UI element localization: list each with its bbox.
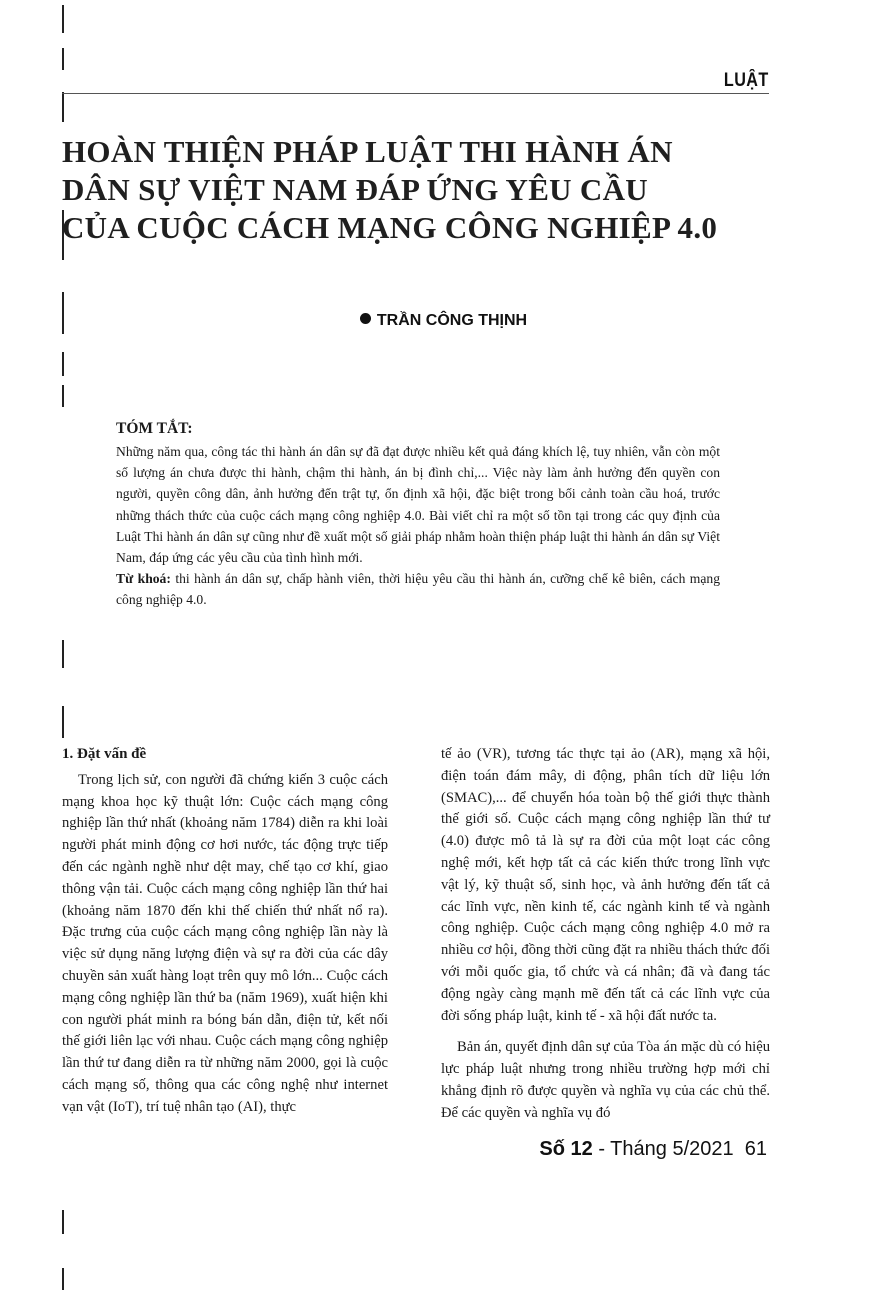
paragraph: Bản án, quyết định dân sự của Tòa án mặc dù có hiệu lực pháp luật nhưng trong nhiều trường hợp mới chỉ khẳng định rõ được quyền và nghĩa vụ của các chủ thể. Để các quyền và nghĩa vụ đó xyxy=(441,1039,770,1121)
issue-number: Số 12 xyxy=(539,1138,593,1160)
left-column xyxy=(62,744,388,1119)
gutter-mark xyxy=(62,706,64,738)
page-number: 61 xyxy=(744,1138,767,1160)
keywords-label: Từ khoá: xyxy=(116,571,171,587)
author-name: TRẦN CÔNG THỊNH xyxy=(376,312,528,329)
gutter-mark xyxy=(62,92,64,122)
title-line: HOÀN THIỆN PHÁP LUẬT THI HÀNH ÁN xyxy=(62,134,673,169)
paragraph: tế ảo (VR), tương tác thực tại ảo (AR), mạng xã hội, điện toán đám mây, di động, phân tích dữ liệu lớn (SMAC),... để chuyển hóa toàn bộ thế giới thực thành thế giới số. Cuộc cách mạng công nghiệp lần thứ tư (4.0) được mô tả là sự ra đời của một loạt các công nghệ mới, kết hợp tất cả các kiến thức trong lĩnh vực vật lý, kỹ thuật số, sinh học, và ảnh hưởng đến tất cả các lĩnh vực, nền kinh tế, các ngành kinh tế và ngành công nghiệp. Cuộc cách mạng công nghiệp 4.0 mở ra nhiều cơ hội, đồng thời cũng đặt ra nhiều thách thức đối với mỗi quốc gia, tổ chức và cá nhân; đã và đang tác động ngày càng mạnh mẽ đến tất cả các lĩnh vực của đời sống pháp luật, kinh tế - xã hội đất nước ta. xyxy=(441,746,770,1024)
paragraph: Trong lịch sử, con người đã chứng kiến 3 cuộc cách mạng khoa học kỹ thuật lớn: Cuộc cách mạng công nghiệp lần thứ nhất (khoảng năm 1784) diễn ra khi loài người phát minh động cơ hơi nước, tác động trực tiếp đến các ngành nghề như dệt may, chế tạo cơ khí, giao thông vận tải. Cuộc cách mạng công nghiệp lần thứ hai (khoảng năm 1870 đến khi thế chiến thứ nhất nổ ra). Đặc trưng của cuộc cách mạng công nghiệp lần này là việc sử dụng năng lượng điện và sự ra đời của các dây chuyền sản xuất hàng loạt trên quy mô lớn... Cuộc cách mạng công nghiệp lần thứ ba (năm 1969), xuất hiện khi con người phát minh ra bóng bán dẫn, điện tử, kết nối thế giới liên lạc với nhau. Cuộc cách mạng công nghiệp lần thứ tư đang diễn ra từ những năm 2000, gọi là cuộc cách mạng số, thông qua các công nghệ như internet vạn vật (IoT), trí tuệ nhân tạo (AI), thực xyxy=(62,771,388,1115)
abstract-text: Những năm qua, công tác thi hành án dân sự đã đạt được nhiều kết quả đáng khích lệ, tuy nhiên, vẫn còn một số lượng án chưa được thi hành, chậm thi hành, án bị đình chỉ,... Việc này làm ảnh hưởng đến quyền con người, quyền công dân, ảnh hưởng đến trật tự, ổn định xã hội, đặc biệt trong bối cảnh toàn cầu hoá, trước những thách thức của cuộc cách mạng công nghiệp 4.0. Bài viết chỉ ra một số tồn tại trong các quy định của Luật Thi hành án dân sự cũng như đề xuất một số giải pháp nhằm hoàn thiện pháp luật thi hành án dân sự Việt Nam, đáp ứng các yêu cầu của tình hình mới. xyxy=(116,444,720,566)
article-title xyxy=(62,133,784,247)
gutter-mark xyxy=(62,1210,64,1234)
gutter-mark xyxy=(62,385,64,407)
bullet-icon xyxy=(360,313,371,324)
gutter-mark xyxy=(62,352,64,376)
keywords xyxy=(116,568,720,610)
abstract xyxy=(116,441,720,611)
section-rule xyxy=(62,93,769,94)
abstract-heading: TÓM TẮT: xyxy=(116,420,193,437)
right-column xyxy=(441,744,770,1125)
section-label: LUẬT xyxy=(724,70,769,91)
title-line: CỦA CUỘC CÁCH MẠNG CÔNG NGHIỆP 4.0 xyxy=(62,210,718,245)
section-heading: 1. Đặt vấn đề xyxy=(62,746,147,762)
author-line xyxy=(0,312,887,330)
keywords-text: thi hành án dân sự, chấp hành viên, thời hiệu yêu cầu thi hành án, cưỡng chế kê biên, cách mạng công nghiệp 4.0. xyxy=(116,571,720,608)
gutter-mark xyxy=(62,1268,64,1290)
gutter-mark xyxy=(62,48,64,70)
gutter-mark xyxy=(62,640,64,668)
title-line: DÂN SỰ VIỆT NAM ĐÁP ỨNG YÊU CẦU xyxy=(62,172,648,207)
issue-month: - Tháng 5/2021 xyxy=(592,1138,734,1160)
gutter-mark xyxy=(62,5,64,33)
page-footer xyxy=(539,1138,767,1161)
